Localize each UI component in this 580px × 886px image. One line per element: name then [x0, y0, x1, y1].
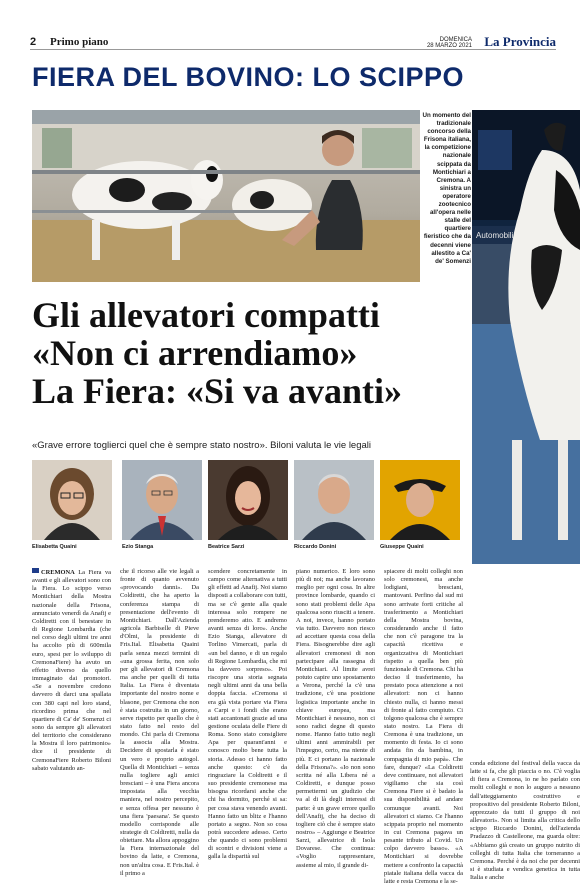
portrait-ezio-stanga	[122, 460, 202, 540]
portrait-giuseppe-quaini	[380, 460, 460, 540]
article-text: La Fiera va avanti e gli allevatori sono con la Fiera. Lo scippo verso Montichiari della Mostra nazionale della Frisona, annunciato venerdì da Anafij e Coldiretti con il benestare in di Regione Lombardia (che nel corso degli ultimi tre anni ha accolto più di 600mila euro, spesi per lo sviluppo di CremonaFiere) ha avuto un effetto diverso da quello immaginato dai promotori. «Se a novembre credono davvero di darci una spallata con 380 capi nel loro stand, ricordino prima che nel quartiere di Ca' de' Somenzi ci sono da sempre gli allevatori del territorio che considerano la Mostra il loro patrimonio» dice il presidente di CremonaFiere Roberto Biloni sabato valutando an-	[32, 569, 111, 772]
dateline-city: CREMONA	[41, 569, 75, 576]
dateline	[427, 37, 472, 49]
portrait-name: Beatrice Sarzi	[208, 544, 245, 550]
page-number: 2	[30, 36, 37, 48]
portrait-name: Giuseppe Quaini	[380, 544, 424, 550]
article-text: spiacere di molti colleghi non solo cremonesi, ma anche lodigiani, bresciani, mantovani. Perfino dal sud mi sono arrivate forti critiche al trasferimento a Montichiari della Mostra bovina, considerando anche il fatto che non c'è paragone tra la capacità ricettiva e organizzativa di Montichiari rispetto a quella ben più funzionale di Cremona. Chi ha deciso il trasferimento, ha prestato poca attenzione a noi allevatori: non ci hanno chiesto nulla, ci hanno messi di fronte al fatto compiuto. Ci tolgono qualcosa che è sempre stato nostro. La Fiera di Cremona è una tradizione, un momento di festa. Io ci sono andata fin da bambina, in compagnia di mio papà». Che fare, dunque? «La Coldiretti deve continuare, noi allevatori vigiliamo che sia così Cremona Fiere si è badato la sua disponibilità ad andare comunque avanti. Noi allevatori ci siamo. Ce l'hanno scippata proprio nel momento in cui Cremona pagava un pesante tributo al Covid. Un colpo davvero basso». «A Montichiari si dovrebbe mettere a confronto la capacità piatale italiana della vacca da latte e resta Cremona e la se-	[384, 568, 463, 885]
headline-line-1: Gli allevatori compatti	[32, 295, 380, 335]
portrait-photo	[380, 460, 460, 540]
portrait-photo	[122, 460, 202, 540]
portrait-beatrice-sarzi	[208, 460, 288, 540]
article-text: scendere concretamente in campo come alternativa a tutti gli effetti ad Anafij. Noi siamo disposti a collaborare con tutti, ma se c'è gente alla quale interessa solo rompere ne prenderemo atto. E andremo avanti senza di loro». Anche Ezio Stanga, allevatore di Torlino Vimercati, parla di «un bel danno, e di un regalo di Regione Lombardia, che mi ha davvero sorpreso». Poi riscopre una storia segnata negli ultimi anni da una bella doppia faccia. «Cremona si era già vista portare via Fiera a Carpi e i fondi che erano stati accantonati grazie ad una gestione oculata delle Fiere di Roma. Sono stato consigliere Apa per quarant'anni e conosco molto bene tutta la storia. Adesso ci hanno fatto anche questo: c'è da ringraziare la Coldiretti e il suo presidente cremonese ma bisogna ricordarsi anche che chi ha dormito, perché si sa: per cosa stava venendo avanti. Hanno fatto un blitz e l'hanno portato a segno. Non so cosa potrà succedere adesso. Certo che quando ci sono problemi di scontri e divisioni viene a galla la disparità sul	[208, 568, 287, 861]
dateline-date: 28 MARZO 2021	[426, 43, 472, 49]
main-photo	[32, 110, 420, 282]
headline-line-3: La Fiera: «Si va avanti»	[32, 371, 402, 411]
side-photo-sign: Automobili	[476, 231, 514, 240]
photo-caption: Un momento del tradizionale concorso della Frisona italiana, la competizione nazionale scippata da Montichiari a Cremona. A sinistra un operatore zootecnico all'opera nelle stalle del quartiere fieristico che da decenni viene allestito a Ca' de' Somenzi	[422, 112, 471, 265]
barn-cows-illustration	[32, 110, 420, 282]
article-column-6	[470, 760, 580, 882]
article-text: piano numerico. E loro sono più di noi; ma anche lavorano meglio per ogni cosa. In altre province lombarde, quando ci sono stati problemi delle Apa qualcosa sono riusciti a tenere. A noi, invece, hanno portato via tutto. Davvero non riesco ad accettare questa cosa della Fiera. Bisognerebbe dire agli allevatori cremonesi di non partecipare alla rassegna di Montichiari. Al limite avrei potuto capire uno spostamento a Verona, perché la c'è una tradizione, c'è una posizione logistica importante anche in chiave europea, ma Montichiari è nessuno, non ci sono radici degne di questo nome. Hanno fatto tutto negli ultimi anni ammirabili per l'impegno, certo, ma niente di più. E ci portano la nazionale della Frisona?». «Io non sono scritta né alla Libera né a Coldiretti, e dunque posso permettermi un giudizio che va al di là degli interessi di parte: è un grave errore quello dell'Anafij, che ha deciso di togliere ciò che è sempre stato nostro» – Aggiunge e Beatrice Sarzi, allevatrice di Isola Dovarese. Che continua: «Voglio rappresentare, assieme al mio, il grande di-	[296, 568, 375, 869]
portrait-name: Riccardo Donini	[294, 544, 337, 550]
portrait-photo	[32, 460, 112, 540]
section-title: Primo piano	[50, 36, 109, 48]
arena-cow-illustration	[472, 110, 580, 564]
section-marker-icon	[32, 568, 39, 573]
portrait-photo	[294, 460, 374, 540]
portrait-photo	[208, 460, 288, 540]
headline	[32, 296, 472, 410]
article-text: che il ricorso alle vie legali a fronte di quanto avvenuto «provocando danni». Da Coldiretti, che ha aperto la conferenza stampa di presentazione dell'evento di Montichiari. Dall'Azienda agricola Barbiselle di Pieve d'Olmi, la presidente di Fris.Ital. Elisabetta Quaini parla senza mezzi termini di «una grossa ferita, non solo per gli allevatori di Cremona ma anche per quelli di tutta Italia. La Fiera è diventata importante del nostro nome e blasone, per Cremona che non è stata costruita in un giorno, serve rispetto per quello che è stato fatto nel resto del mondo. Chi parla di Cremona la associa alla Mostra. Decidere di spostarla è stato un vero e proprio autogol. Quella di Montichiari – senza nulla togliere agli amici bresciani – è una Fiera ancora impostata alla vecchia maniera, nel nostro percepito, e senza offesa per nessuno è una fiera 'paesana'. Se questo modello corrisponde alle strategie di Coldiretti, nulla da obiettare. Ma allora appoggino la Fiera internazionale del bovino da latte, e Cremona, non un'altra cosa. E Fris.Ital. è il primo a	[120, 568, 199, 877]
subheadline: «Grave errore toglierci quel che è sempre stato nostro». Biloni valuta le vie legali	[32, 440, 372, 451]
side-photo	[472, 110, 580, 564]
newspaper-logo: La Provincia	[484, 34, 556, 49]
article-column-2	[120, 568, 199, 877]
article-text: conda edizione del festival della vacca da latte si fa, che gli piaccia o no. C'è voglia di fiera a Cremona, io ne ho parlato con molti colleghi e non lo auguro a nessuno dall'atteggiamento costruttivo e propositivo del presidente Roberto Biloni, apprezzato da tutti il gruppo di noi allevatori». Non si limita alla critica dello scippo Riccardo Donini, dell'azienda Pradazzo di Castelleone, ma guarda oltre: «Abbiamo già creato un gruppo nutrito di colleghi di tutta Italia che torneranno a Cremona. Perché è da noi che per decenni si è studiata e vendica genetica in tutta Italia e anche	[470, 760, 580, 882]
portrait-elisabetta-quaini	[32, 460, 112, 540]
headline-line-2: «Non ci arrendiamo»	[32, 333, 358, 373]
kicker-title: FIERA DEL BOVINO: LO SCIPPO	[32, 62, 465, 92]
portrait-row	[32, 460, 472, 552]
article-column-5	[384, 568, 463, 885]
portrait-riccardo-donini	[294, 460, 374, 540]
article-column-3	[208, 568, 287, 861]
article-column-4	[296, 568, 375, 869]
dateline-day: DOMENICA	[439, 37, 472, 43]
portrait-name: Ezio Stanga	[122, 544, 154, 550]
page-header	[30, 36, 556, 50]
portrait-name: Elisabetta Quaini	[32, 544, 77, 550]
article-column-1	[32, 568, 111, 838]
